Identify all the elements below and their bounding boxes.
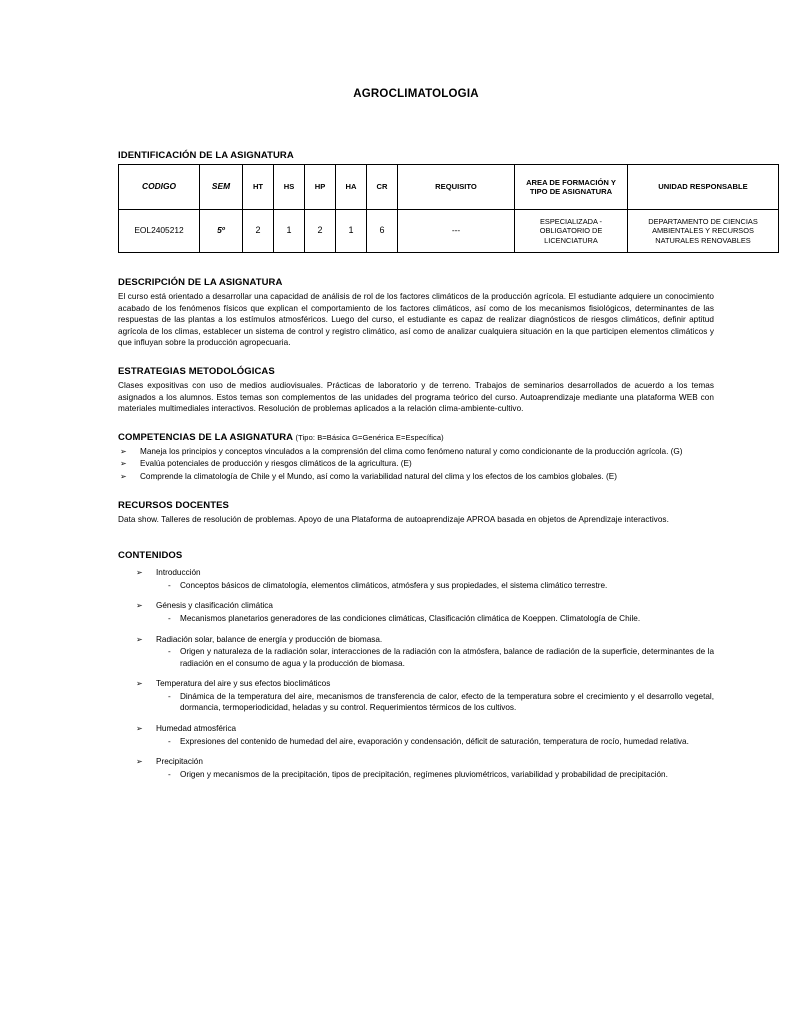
contenido-detail	[134, 769, 714, 781]
contenido-title	[134, 723, 714, 735]
table-header-row	[119, 165, 779, 210]
arrow-bullet-icon: ➢	[136, 757, 143, 767]
list-item	[118, 458, 714, 470]
contenido-title	[134, 600, 714, 612]
list-item-text: Comprende la climatología de Chile y el Mundo, así como la variabilidad natural del clima y los efectos de los cambios globales. (E)	[140, 471, 617, 481]
identificacion-table	[118, 164, 779, 253]
contenido-title-text: Génesis y clasificación climática	[156, 601, 273, 611]
descripcion-heading: DESCRIPCIÓN DE LA ASIGNATURA	[118, 277, 283, 288]
column-header-ht: HT	[243, 165, 274, 210]
list-item-text: Maneja los principios y conceptos vinculados a la comprensión del clima como fenómeno natural y como condicionante de la producción agrícola. (G)	[140, 446, 683, 456]
contenido-detail-text: Expresiones del contenido de humedad del aire, evaporación y condensación, déficit de saturación, temperatura de rocío, humedad relativa.	[180, 736, 689, 746]
contenidos-list	[118, 567, 714, 780]
dash-bullet-icon: -	[168, 647, 171, 657]
cell-codigo: EOL2405212	[119, 210, 200, 253]
competencias-section	[118, 432, 714, 483]
cell-ha: 1	[336, 210, 367, 253]
contenido-detail-text: Conceptos básicos de climatología, elementos climáticos, atmósfera y sus propiedades, el sistema climático terrestre.	[180, 580, 608, 590]
list-item	[134, 678, 714, 714]
dash-bullet-icon: -	[168, 580, 171, 590]
list-item	[118, 446, 714, 458]
document-content	[118, 88, 758, 789]
contenido-title-text: Radiación solar, balance de energía y producción de biomasa.	[156, 634, 383, 644]
arrow-bullet-icon: ➢	[136, 568, 143, 578]
list-item	[134, 567, 714, 591]
contenido-detail	[134, 613, 714, 625]
column-header-requisito: REQUISITO	[398, 165, 515, 210]
arrow-bullet-icon: ➢	[136, 724, 143, 734]
contenido-title	[134, 756, 714, 768]
recursos-heading: RECURSOS DOCENTES	[118, 499, 229, 511]
arrow-bullet-icon: ➢	[120, 471, 127, 481]
estrategias-section	[118, 366, 714, 415]
competencias-type-hint: (Tipo: B=Básica G=Genérica E=Específica)	[295, 432, 444, 442]
competencias-list	[118, 446, 714, 483]
cell-ht: 2	[243, 210, 274, 253]
contenido-title-text: Precipitación	[156, 757, 203, 767]
contenido-detail	[134, 736, 714, 748]
contenido-detail-text: Dinámica de la temperatura del aire, mecanismos de transferencia de calor, efecto de la temperatura sobre el crecimiento y el desarrollo vegetal, dormancia, termoperiodicidad, heladas y su control. Requerimientos térmicos de los cultivos.	[180, 691, 714, 713]
cell-unidad: DEPARTAMENTO DE CIENCIAS AMBIENTALES Y RECURSOS NATURALES RENOVABLES	[628, 210, 779, 253]
cell-cr: 6	[367, 210, 398, 253]
contenido-detail	[134, 691, 714, 714]
list-item-text: Evalúa potenciales de producción y riesgos climáticos de la agricultura. (E)	[140, 459, 412, 469]
contenido-title-text: Temperatura del aire y sus efectos bioclimáticos	[156, 679, 331, 689]
column-header-hs: HS	[274, 165, 305, 210]
estrategias-heading: ESTRATEGIAS METODOLÓGICAS	[118, 365, 275, 377]
contenido-title-text: Humedad atmosférica	[156, 724, 237, 734]
page-title: AGROCLIMATOLOGIA	[353, 88, 479, 100]
contenidos-heading: CONTENIDOS	[118, 550, 183, 562]
recursos-text: Data show. Talleres de resolución de problemas. Apoyo de una Plataforma de autoaprendizaje APROA basada en objetos de Aprendizaje interactivos.	[118, 514, 669, 524]
cell-hs: 1	[274, 210, 305, 253]
list-item	[134, 600, 714, 624]
list-item	[118, 471, 714, 483]
contenido-title	[134, 567, 714, 579]
cell-area: ESPECIALIZADA - OBLIGATORIO DE LICENCIATURA	[515, 210, 628, 253]
list-item	[134, 756, 714, 780]
contenido-title	[134, 678, 714, 690]
arrow-bullet-icon: ➢	[136, 601, 143, 611]
list-item	[134, 723, 714, 747]
contenido-title-text: Introducción	[156, 568, 201, 578]
recursos-section	[118, 500, 714, 526]
dash-bullet-icon: -	[168, 613, 171, 623]
arrow-bullet-icon: ➢	[136, 679, 143, 689]
identificacion-heading: IDENTIFICACIÓN DE LA ASIGNATURA	[118, 150, 294, 161]
arrow-bullet-icon: ➢	[120, 459, 127, 469]
cell-requisito: ---	[398, 210, 515, 253]
column-header-cr: CR	[367, 165, 398, 210]
contenido-detail-text: Mecanismos planetarios generadores de las condiciones climáticas, Clasificación climática de Koeppen. Climatología de Chile.	[180, 613, 641, 623]
contenidos-section	[118, 550, 714, 780]
column-header-sem: SEM	[200, 165, 243, 210]
competencias-heading-label: COMPETENCIAS DE LA ASIGNATURA	[118, 431, 293, 443]
contenido-detail-text: Origen y naturaleza de la radiación solar, interacciones de la radiación con la atmósfera, balance de radiación de la superficie, determinantes de la radiación en el consumo de agua y la producción de biomasa.	[180, 647, 714, 668]
descripcion-text: El curso está orientado a desarrollar una capacidad de análisis de rol de los factores climáticos de la producción agrícola. El estudiante adquiere un conocimiento acabado de los fenómenos físicos que explican el comportamiento de los factores climáticos, así como de los mecanismos fisiológicos, determinantes de las respuestas de las plantas a los estímulos atmosféricos. Luego del curso, el estudiante es capaz de realizar diagnósticos de riesgos climáticos, definir aptitud agrícola de los climas, establecer un sistema de control y registro climático, así como de analizar cualquiera situación en la que participen elementos climáticos y que influyan sobre la producción agropecuaria.	[118, 292, 714, 348]
column-header-hp: HP	[305, 165, 336, 210]
dash-bullet-icon: -	[168, 736, 171, 746]
table-row	[119, 210, 779, 253]
contenido-title	[134, 634, 714, 646]
arrow-bullet-icon: ➢	[120, 446, 127, 456]
column-header-unidad: UNIDAD RESPONSABLE	[628, 165, 779, 210]
contenido-detail	[134, 646, 714, 669]
column-header-ha: HA	[336, 165, 367, 210]
identificacion-section	[118, 150, 758, 253]
cell-hp: 2	[305, 210, 336, 253]
cell-sem: 5º	[200, 210, 243, 253]
column-header-codigo: CODIGO	[119, 165, 200, 210]
competencias-heading	[118, 432, 714, 443]
contenido-detail	[134, 580, 714, 592]
estrategias-text: Clases expositivas con uso de medios audiovisuales. Prácticas de laboratorio y de terreno. Trabajos de seminarios desarrollados de acuerdo a los temas asignados a los alumnos. Estos temas son complementos de las unidades del programa teórico del curso. Autoaprendizaje mediante una plataforma WEB con materiales multimediales interactivos. Resolución de problemas aplicados a la relación clima-ambiente-cultivo.	[118, 380, 714, 414]
dash-bullet-icon: -	[168, 691, 171, 701]
contenido-detail-text: Origen y mecanismos de la precipitación, tipos de precipitación, regímenes pluviométricos, variabilidad y probabilidad de precipitación.	[180, 769, 668, 779]
column-header-area: AREA DE FORMACIÓN Y TIPO DE ASIGNATURA	[515, 165, 628, 210]
list-item	[134, 634, 714, 670]
descripcion-section	[118, 277, 714, 349]
dash-bullet-icon: -	[168, 769, 171, 779]
arrow-bullet-icon: ➢	[136, 634, 143, 644]
